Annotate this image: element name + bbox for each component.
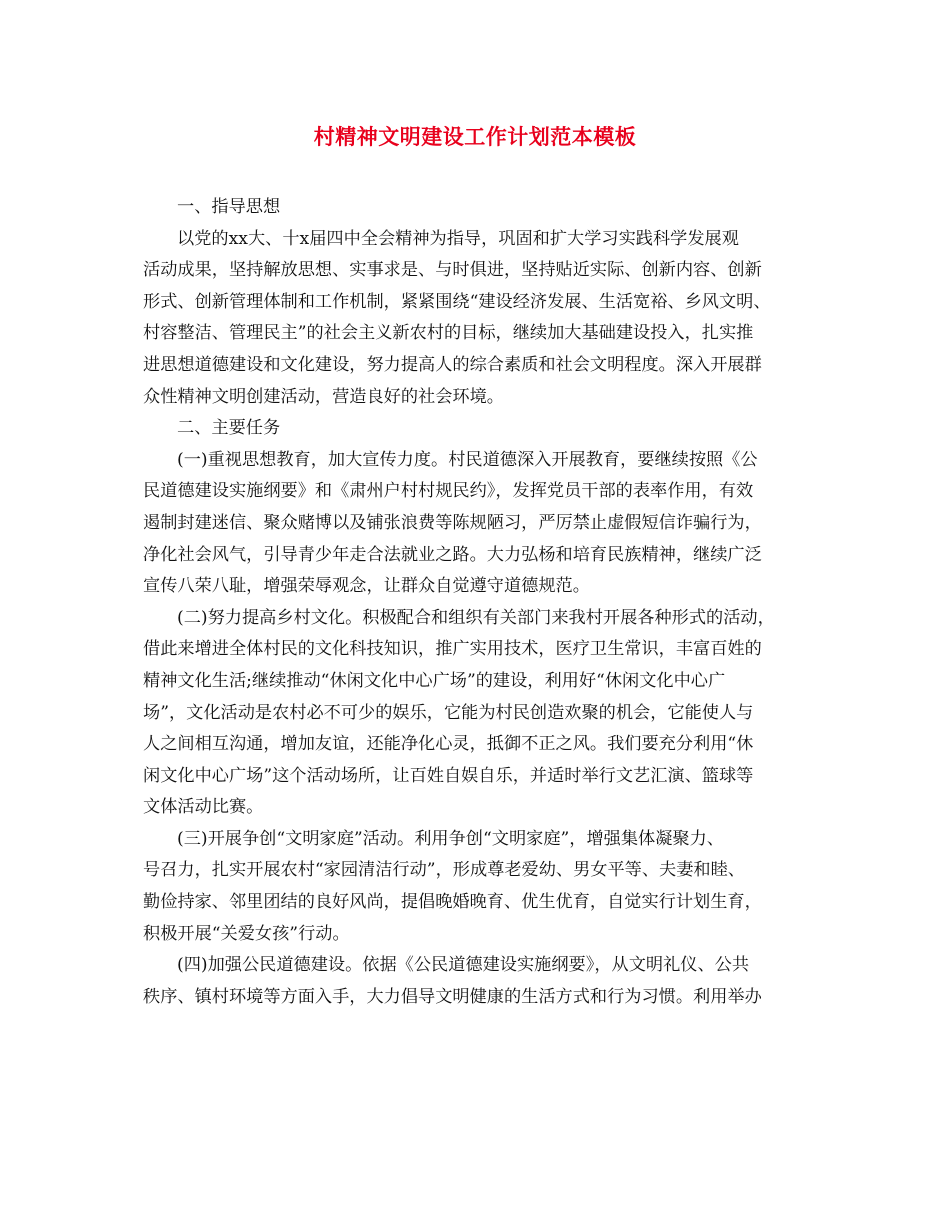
- text-line: 一、指导思想: [177, 197, 281, 217]
- text-line: 号召力，扎实开展农村“家园清洁行动”，形成尊老爱幼、男女平等、夫妻和睦、: [143, 860, 745, 881]
- text-line: (三)开展争创“文明家庭”活动。利用争创“文明家庭”，增强集体凝聚力、: [177, 828, 724, 849]
- text-line: 净化社会风气，引导青少年走合法就业之路。大力弘杨和培育民族精神，继续广泛: [143, 544, 762, 565]
- text-line: 勤俭持家、邻里团结的良好风尚，提倡晚婚晚育、优生优育，自觉实行计划生育，: [143, 892, 762, 913]
- text-line: 村容整洁、管理民主”的社会主义新农村的目标，继续加大基础建设投入，扎实推: [143, 323, 754, 344]
- text-line: (二)努力提高乡村文化。积极配合和组织有关部门来我村开展各种形式的活动，: [177, 607, 775, 628]
- text-line: 借此来增进全体村民的文化科技知识，推广实用技术，医疗卫生常识，丰富百姓的: [143, 639, 762, 660]
- text-line: 形式、创新管理体制和工作机制，紧紧围绕“建设经济发展、生活宽裕、乡风文明、: [143, 291, 771, 312]
- text-line: 民道德建设实施纲要》和《肃州户村村规民约》，发挥党员干部的表率作用，有效: [143, 481, 754, 502]
- text-line: 文体活动比赛。: [143, 797, 264, 818]
- text-line: 活动成果，坚持解放思想、实事求是、与时俱进，坚持贴近实际、创新内容、创新: [143, 260, 762, 281]
- text-line: 人之间相互沟通，增加友谊，还能净化心灵，抵御不正之风。我们要充分利用“休: [143, 734, 754, 755]
- text-line: 秩序、镇村环境等方面入手，大力倡导文明健康的生活方式和行为习惯。利用举办: [143, 986, 762, 1007]
- text-line: 宣传八荣八耻，增强荣辱观念，让群众自觉遵守道德规范。: [143, 576, 590, 597]
- text-line: 二、主要任务: [177, 418, 281, 439]
- document-title: 村精神文明建设工作计划范本模板: [313, 124, 637, 149]
- text-line: 场”，文化活动是农村必不可少的娱乐，它能为村民创造欢聚的机会，它能使人与: [143, 702, 754, 723]
- text-line: 以党的xx大、十x届四中全会精神为指导，巩固和扩大学习实践科学发展观: [177, 228, 739, 249]
- text-line: 精神文化生活;继续推动“休闲文化中心广场”的建设，利用好“休闲文化中心广: [143, 670, 726, 691]
- text-line: 闲文化中心广场”这个活动场所，让百姓自娱自乐，并适时举行文艺汇演、篮球等: [143, 765, 754, 786]
- text-line: 积极开展“关爱女孩”行动。: [143, 923, 350, 944]
- text-line: 进思想道德建设和文化建设，努力提高人的综合素质和社会文明程度。深入开展群: [143, 354, 762, 375]
- text-line: (四)加强公民道德建设。依据《公民道德建设实施纲要》，从文明礼仪、公共: [177, 955, 750, 976]
- text-line: 遏制封建迷信、聚众赌博以及铺张浪费等陈规陋习，严厉禁止虚假短信诈骗行为，: [143, 512, 762, 533]
- document-body: [143, 192, 819, 1013]
- text-line: 众性精神文明创建活动，营造良好的社会环境。: [143, 386, 504, 407]
- text-line: (一)重视思想教育，加大宣传力度。村民道德深入开展教育，要继续按照《公: [177, 449, 758, 470]
